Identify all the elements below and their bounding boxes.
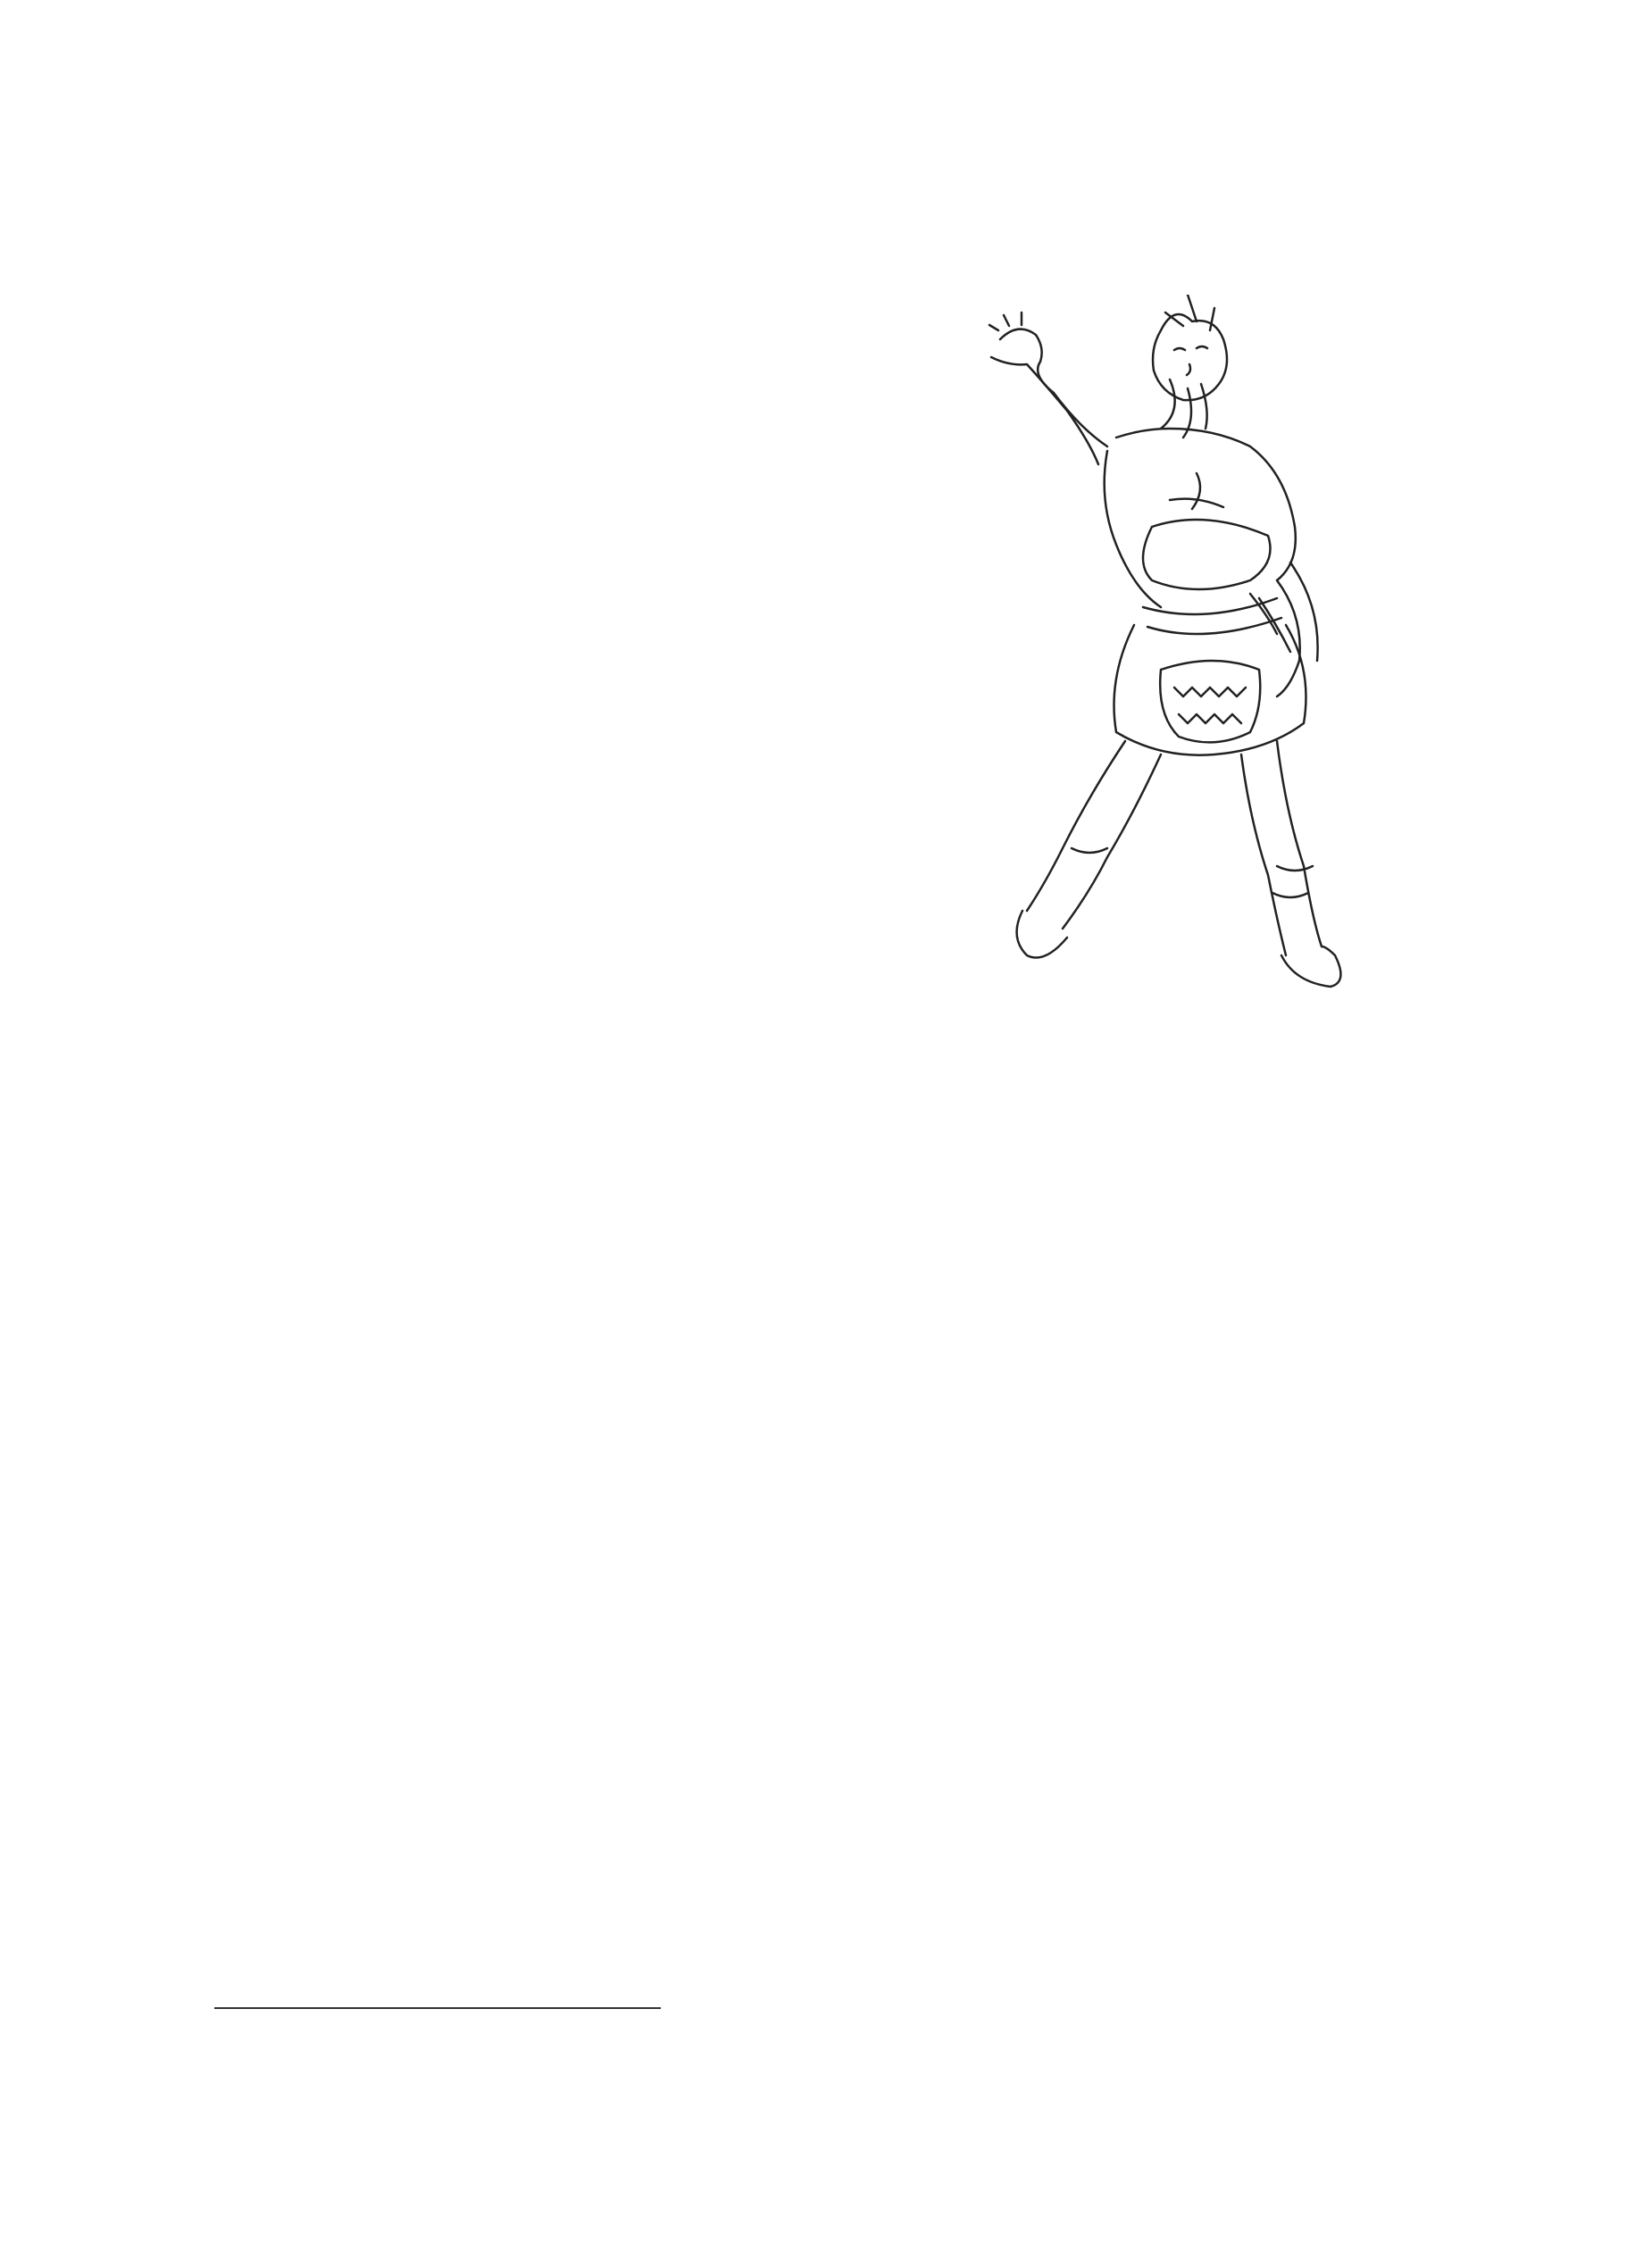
running-header [214, 196, 1438, 232]
footnote-divider [214, 2007, 661, 2009]
zhang-liao-portrait-illustration [982, 295, 1393, 1036]
